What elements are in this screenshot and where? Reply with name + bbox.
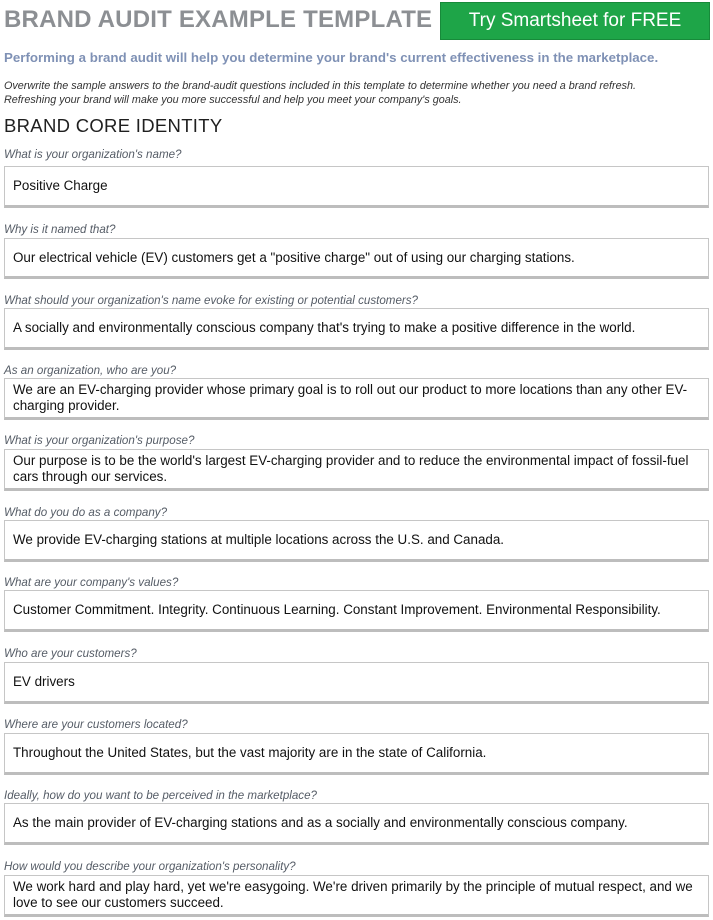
question-label: Why is it named that? [4, 223, 116, 236]
question-label: What are your company's values? [4, 576, 179, 589]
intro-line: Overwrite the sample answers to the brand-audit questions included in this template to determine whether you need a brand refresh. [4, 80, 636, 92]
question-label: What is your organization's purpose? [4, 434, 195, 447]
intro-text [4, 79, 709, 107]
answer-field[interactable]: As the main provider of EV-charging stations and as a socially and environmentally conscious company. [4, 803, 709, 845]
question-label: How would you describe your organization's personality? [4, 860, 296, 873]
answer-field[interactable]: Throughout the United States, but the vast majority are in the state of California. [4, 733, 709, 775]
question-label: As an organization, who are you? [4, 364, 177, 377]
page-subtitle: Performing a brand audit will help you determine your brand's current effectiveness in the marketplace. [4, 50, 659, 65]
question-label: What should your organization's name evoke for existing or potential customers? [4, 294, 419, 307]
answer-field[interactable]: Our purpose is to be the world's largest EV-charging provider and to reduce the environmental impact of fossil-fuel cars through our services. [4, 449, 709, 491]
answer-field[interactable]: A socially and environmentally conscious company that's trying to make a positive difference in the world. [4, 308, 709, 350]
section-title: BRAND CORE IDENTITY [4, 115, 223, 136]
answer-field[interactable]: Our electrical vehicle (EV) customers get a "positive charge" out of using our charging stations. [4, 238, 709, 279]
try-smartsheet-button[interactable]: Try Smartsheet for FREE [440, 2, 710, 40]
intro-line: Refreshing your brand will make you more successful and help you meet your company's goals. [4, 94, 462, 106]
answer-field[interactable]: Positive Charge [4, 166, 709, 208]
answer-field[interactable]: We work hard and play hard, yet we're easygoing. We're driven primarily by the principle of mutual respect, and we love to see our customers succeed. [4, 875, 709, 917]
answer-field[interactable]: Customer Commitment. Integrity. Continuous Learning. Constant Improvement. Environmental Responsibility. [4, 590, 709, 632]
answer-field[interactable]: EV drivers [4, 662, 709, 704]
page-title: BRAND AUDIT EXAMPLE TEMPLATE [4, 6, 433, 33]
answer-field[interactable]: We provide EV-charging stations at multiple locations across the U.S. and Canada. [4, 520, 709, 562]
question-label: Who are your customers? [4, 647, 137, 660]
question-label: What is your organization's name? [4, 148, 182, 161]
answer-field[interactable]: We are an EV-charging provider whose primary goal is to roll out our product to more locations than any other EV-charging provider. [4, 378, 709, 420]
question-label: Where are your customers located? [4, 718, 188, 731]
question-label: What do you do as a company? [4, 506, 168, 519]
question-label: Ideally, how do you want to be perceived in the marketplace? [4, 789, 318, 802]
